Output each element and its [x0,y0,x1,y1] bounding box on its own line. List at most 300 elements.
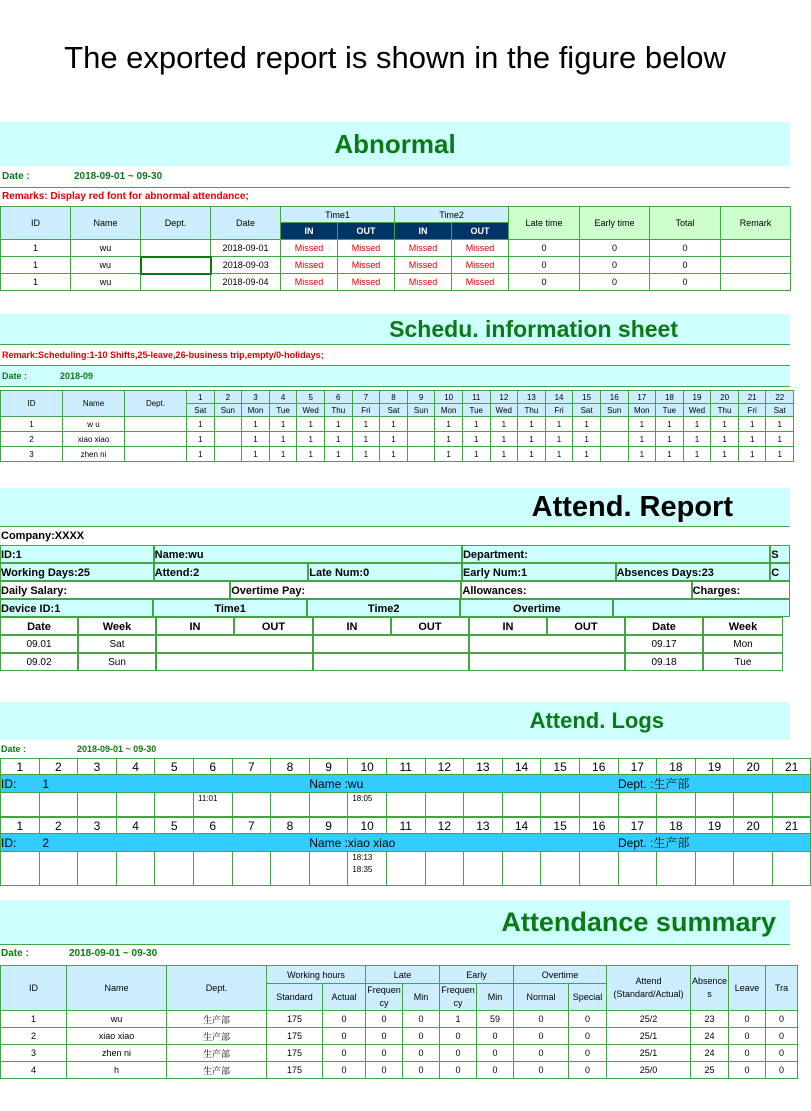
weekday: Thu [324,404,352,417]
day-number: 18 [657,818,696,834]
weekday: Mon [435,404,463,417]
punch-cell [193,852,232,886]
shift-cell: 1 [324,447,352,462]
col-t2-in: IN [313,617,391,635]
cell-standard: 175 [267,1011,323,1028]
cell-attend: 25/1 [607,1028,691,1045]
punch-cell [78,852,117,886]
cell-early: 0 [580,257,650,274]
cell-standard: 175 [267,1062,323,1079]
shift-cell: 1 [269,447,297,462]
day-number: 14 [502,759,541,775]
cell-absences: 23 [691,1011,729,1028]
shift-cell [600,447,628,462]
cell-dept[interactable] [141,257,211,274]
col-standard: Standard [267,984,323,1011]
day-number: 13 [518,391,546,404]
time2-header: Time2 [307,599,460,617]
cell-dept [125,432,187,447]
col-early-min: Min [477,984,514,1011]
punch-cell [1,852,40,886]
punch-cell [155,852,194,886]
cell-t1-out: Missed [338,240,395,257]
punch-cell: 18:05 [348,793,387,817]
punch-cell [541,793,580,817]
shift-cell: 1 [462,432,490,447]
cell-week-2: Mon [703,635,783,653]
day-number: 4 [116,818,155,834]
col-early: Early time [580,207,650,240]
schedule-title: Schedu. information sheet [0,314,790,344]
day-number: 12 [490,391,518,404]
shift-cell: 1 [490,447,518,462]
time1-header: Time1 [153,599,307,617]
shift-cell: 1 [738,417,766,432]
cell-late-min: 0 [403,1028,440,1045]
schedule-remark: Remark:Scheduling:1-10 Shifts,25-leave,26-business trip,empty/0-holidays; [0,344,790,365]
cell-remark [721,240,791,257]
day-number: 21 [738,391,766,404]
shift-cell: 1 [435,417,463,432]
summary-section [0,900,790,1081]
shift-cell: 1 [324,432,352,447]
punch-cell [386,793,425,817]
logs-section [0,702,799,874]
cell-early-min: 0 [477,1028,514,1045]
blank-header [613,599,790,617]
col-tra: Tra [766,966,798,1011]
punch-cell [772,852,811,886]
col-late-min: Min [403,984,440,1011]
shift-cell [600,417,628,432]
cell-ot [469,635,625,653]
weekday: Fri [545,404,573,417]
shift-cell: 1 [711,417,739,432]
col-name: Name [67,966,167,1011]
punch-cell [579,793,618,817]
cell-late-frequency: 0 [366,1045,403,1062]
attend-count: Attend:2 [154,563,309,581]
col-id: ID [1,391,63,417]
day-number: 22 [766,391,794,404]
day-number: 18 [657,759,696,775]
abnormal-table [0,206,791,291]
cell-id: 1 [1,257,71,274]
cell-id: 2 [1,432,63,447]
table-row [1,1028,798,1045]
schedule-date-label: Date : [2,371,28,381]
table-row [1,274,791,291]
punch-cell [541,852,580,886]
shift-cell: 1 [242,432,270,447]
cell-remark [721,274,791,291]
shift-cell: 1 [269,417,297,432]
punch-cell [464,852,503,886]
shift-cell: 1 [297,447,325,462]
day-number: 3 [78,818,117,834]
schedule-date-value: 2018-09 [60,371,94,381]
id-value: 1 [42,776,50,791]
col-t1-out: OUT [338,223,395,240]
id-label: ID: [1,776,17,791]
cell-t1-in: Missed [281,240,338,257]
day-number: 7 [352,391,380,404]
weekday: Fri [352,404,380,417]
day-number: 19 [683,391,711,404]
cell-remark [721,257,791,274]
cell-name: wu [71,257,141,274]
employee-dept: Dept. :生产部 [618,834,811,852]
punch-cell: 18:13 18:35 [348,852,387,886]
cell-dept [125,417,187,432]
shift-cell: 1 [683,432,711,447]
day-number: 16 [600,391,628,404]
remarks: Remarks: Display red font for abnormal attendance; [0,187,790,206]
shift-cell: 1 [628,432,656,447]
col-name: Name [71,207,141,240]
cell-name: xiao xiao [63,432,125,447]
day-number: 13 [464,759,503,775]
cell-normal: 0 [514,1062,569,1079]
cell-attend: 25/0 [607,1062,691,1079]
late-num: Late Num:0 [308,563,462,581]
punch-cell [734,793,773,817]
shift-cell: 1 [380,417,408,432]
cell-actual: 0 [323,1028,366,1045]
date-label: Date : [2,171,30,182]
cell-attend: 25/1 [607,1045,691,1062]
absences-days: Absences Days:23 [616,563,771,581]
punch-cell [386,852,425,886]
punch-cell [695,793,734,817]
abnormal-section [0,122,790,288]
report-section [0,488,790,678]
cell-id: 1 [1,417,63,432]
col-early: Early [440,966,514,984]
col-t2-out: OUT [391,617,469,635]
weekday: Thu [518,404,546,417]
punch-cell [271,852,310,886]
day-number: 20 [711,391,739,404]
cell-early: 0 [580,274,650,291]
cell-week-2: Tue [703,653,783,671]
punch-cell [155,793,194,817]
col-late: Late time [509,207,580,240]
summary-title: Attendance summary [0,900,790,944]
col-id: ID [1,966,67,1011]
cell-late-frequency: 0 [366,1062,403,1079]
department: Department: [462,545,770,563]
shift-cell: 1 [766,417,794,432]
shift-cell: 1 [573,447,601,462]
day-number: 20 [734,818,773,834]
shift-cell: 1 [738,432,766,447]
col-working-hours: Working hours [267,966,366,984]
day-number: 3 [242,391,270,404]
shift-cell [407,417,435,432]
employee-id [1,834,310,852]
charges: Charges: [692,581,790,599]
day-number: 13 [464,818,503,834]
weekday: Mon [628,404,656,417]
cell-leave: 0 [729,1011,766,1028]
col-attend: Attend (Standard/Actual) [607,966,691,1011]
shift-cell: 1 [766,447,794,462]
punch-cell [309,793,348,817]
table-row [1,257,791,274]
employee-id [1,775,310,793]
day-number: 2 [214,391,242,404]
punch-cell [232,793,271,817]
cell-actual: 0 [323,1045,366,1062]
abnormal-title: Abnormal [0,122,790,166]
day-number: 15 [541,759,580,775]
day-number: 3 [78,759,117,775]
col-late: Late [366,966,440,984]
punch-cell [116,852,155,886]
employee-bar [1,834,811,852]
id-label: ID: [1,835,17,850]
id-value: 2 [42,835,50,850]
day-number: 21 [772,818,811,834]
day-number: 17 [618,759,657,775]
cell-early-min: 0 [477,1062,514,1079]
page-heading: The exported report is shown in the figure below [64,40,726,75]
cell-t2-in: Missed [395,274,452,291]
table-row [1,432,794,447]
shift-cell: 1 [324,417,352,432]
cell-date: 2018-09-04 [211,274,281,291]
punch-cell [425,852,464,886]
col-t1-out: OUT [234,617,313,635]
shift-cell: 1 [656,432,684,447]
cell-normal: 0 [514,1045,569,1062]
logs-title: Attend. Logs [0,702,790,740]
cell-tra: 0 [766,1011,798,1028]
cell-attend: 25/2 [607,1011,691,1028]
shift-cell: 1 [297,432,325,447]
shift-cell: 1 [545,417,573,432]
working-days: Working Days:25 [0,563,154,581]
cell-early-frequency: 0 [440,1062,477,1079]
shift-cell: 1 [435,432,463,447]
employee-dept: Dept. :生产部 [618,775,811,793]
day-number: 10 [435,391,463,404]
day-number: 2 [39,818,78,834]
shift-cell [407,432,435,447]
date-range: 2018-09-01 ~ 09-30 [74,171,163,182]
punch-cell [579,852,618,886]
employee-bar [1,775,811,793]
weekday: Mon [242,404,270,417]
col-name: Name [63,391,125,417]
cell-leave: 0 [729,1028,766,1045]
cell-early: 0 [580,240,650,257]
cell-early-frequency: 1 [440,1011,477,1028]
col-ot-in: IN [469,617,547,635]
shift-cell: 1 [518,417,546,432]
cell-date-2: 09.17 [625,635,703,653]
cell-week: Sun [78,653,156,671]
cell-t2-out: Missed [452,257,509,274]
schedule-table [0,390,794,462]
cell-tra: 0 [766,1045,798,1062]
cell-late-min: 0 [403,1011,440,1028]
cell-special: 0 [569,1045,607,1062]
day-number: 15 [573,391,601,404]
col-time1: Time1 [281,207,395,223]
col-early-frequency: Frequency [440,984,477,1011]
shift-cell: 1 [187,432,215,447]
cell-early-frequency: 0 [440,1028,477,1045]
cell-t1-out: Missed [338,257,395,274]
logs-date-range: 2018-09-01 ~ 09-30 [77,744,157,754]
col-total: Total [650,207,721,240]
col-week-2: Week [703,617,783,635]
day-number: 11 [386,759,425,775]
day-row [1,818,811,834]
cell-late: 0 [509,240,580,257]
col-date: Date [0,617,78,635]
col-dept: Dept. [141,207,211,240]
col-id: ID [1,207,71,240]
table-row [1,240,791,257]
day-number: 8 [380,391,408,404]
employee-id: ID:1 [0,545,154,563]
day-number: 12 [425,818,464,834]
weekday: Tue [656,404,684,417]
col-leave: Leave [729,966,766,1011]
cell-late-min: 0 [403,1062,440,1079]
day-number: 1 [1,818,40,834]
punch-cell [425,793,464,817]
log-table [0,758,811,817]
shift-cell: 1 [490,432,518,447]
summary-table [0,965,798,1079]
shift-cell: 1 [766,432,794,447]
cell-total: 0 [650,274,721,291]
punch-cell [309,852,348,886]
table-row [1,1011,798,1028]
punch-cell [232,852,271,886]
col-week: Week [78,617,156,635]
punch-cell [39,793,78,817]
shift-cell: 1 [683,417,711,432]
punch-cell [502,852,541,886]
day-number: 21 [772,759,811,775]
col-t2-in: IN [395,223,452,240]
cell-late: 0 [509,257,580,274]
weekday: Wed [297,404,325,417]
weekday: Sat [573,404,601,417]
cell-tra: 0 [766,1062,798,1079]
punch-cell [464,793,503,817]
cell-standard: 175 [267,1028,323,1045]
col-normal: Normal [514,984,569,1011]
cell-t1-out: Missed [338,274,395,291]
cell-id: 1 [1,274,71,291]
shift-cell [407,447,435,462]
day-number: 10 [348,759,387,775]
col-absences: Absences [691,966,729,1011]
cell-t1 [156,653,313,671]
cell-name: xiao xiao [67,1028,167,1045]
cell-week: Sat [78,635,156,653]
overtime-header: Overtime [460,599,613,617]
log-table [0,817,811,886]
cell-special: 0 [569,1011,607,1028]
weekday: Wed [683,404,711,417]
logs-date-label: Date : [1,744,27,754]
punch-cell [657,852,696,886]
cell-dept [141,274,211,291]
shift-cell: 1 [711,432,739,447]
shift-cell: 1 [380,447,408,462]
punch-cell [39,852,78,886]
shift-cell: 1 [242,417,270,432]
day-number: 7 [232,818,271,834]
weekday: Sat [380,404,408,417]
weekday: Thu [711,404,739,417]
punch-cell [695,852,734,886]
shift-cell: 1 [628,447,656,462]
day-number: 9 [407,391,435,404]
table-row [0,635,790,653]
day-number: 14 [545,391,573,404]
shift-cell: 1 [490,417,518,432]
day-number: 4 [269,391,297,404]
cell-name: zhen ni [63,447,125,462]
cell-standard: 175 [267,1045,323,1062]
day-number: 15 [541,818,580,834]
cell-absences: 25 [691,1062,729,1079]
cell-t2-in: Missed [395,257,452,274]
day-number: 11 [386,818,425,834]
allowances: Allowances: [461,581,691,599]
day-number: 6 [193,759,232,775]
cell-late-frequency: 0 [366,1011,403,1028]
punch-cell: 11:01 [193,793,232,817]
daily-salary: Daily Salary: [0,581,230,599]
punch-cell [772,793,811,817]
cell-name: w u [63,417,125,432]
cell-id: 3 [1,1045,67,1062]
col-remark: Remark [721,207,791,240]
cell-name: zhen ni [67,1045,167,1062]
shift-cell: 1 [656,447,684,462]
cell-leave: 0 [729,1062,766,1079]
clipped-s: S [770,545,790,563]
shift-cell [214,432,242,447]
punch-cell [657,793,696,817]
table-row [1,1062,798,1079]
col-t1-in: IN [156,617,234,635]
cell-name: h [67,1062,167,1079]
shift-cell: 1 [269,432,297,447]
punch-cell [271,793,310,817]
shift-cell [214,447,242,462]
col-time2: Time2 [395,207,509,223]
shift-cell: 1 [518,447,546,462]
punch-cell [116,793,155,817]
cell-late-frequency: 0 [366,1028,403,1045]
col-date: Date [211,207,281,240]
cell-tra: 0 [766,1028,798,1045]
col-dept: Dept. [167,966,267,1011]
weekday: Tue [269,404,297,417]
weekday: Sun [600,404,628,417]
cell-dept: 生产部 [167,1011,267,1028]
